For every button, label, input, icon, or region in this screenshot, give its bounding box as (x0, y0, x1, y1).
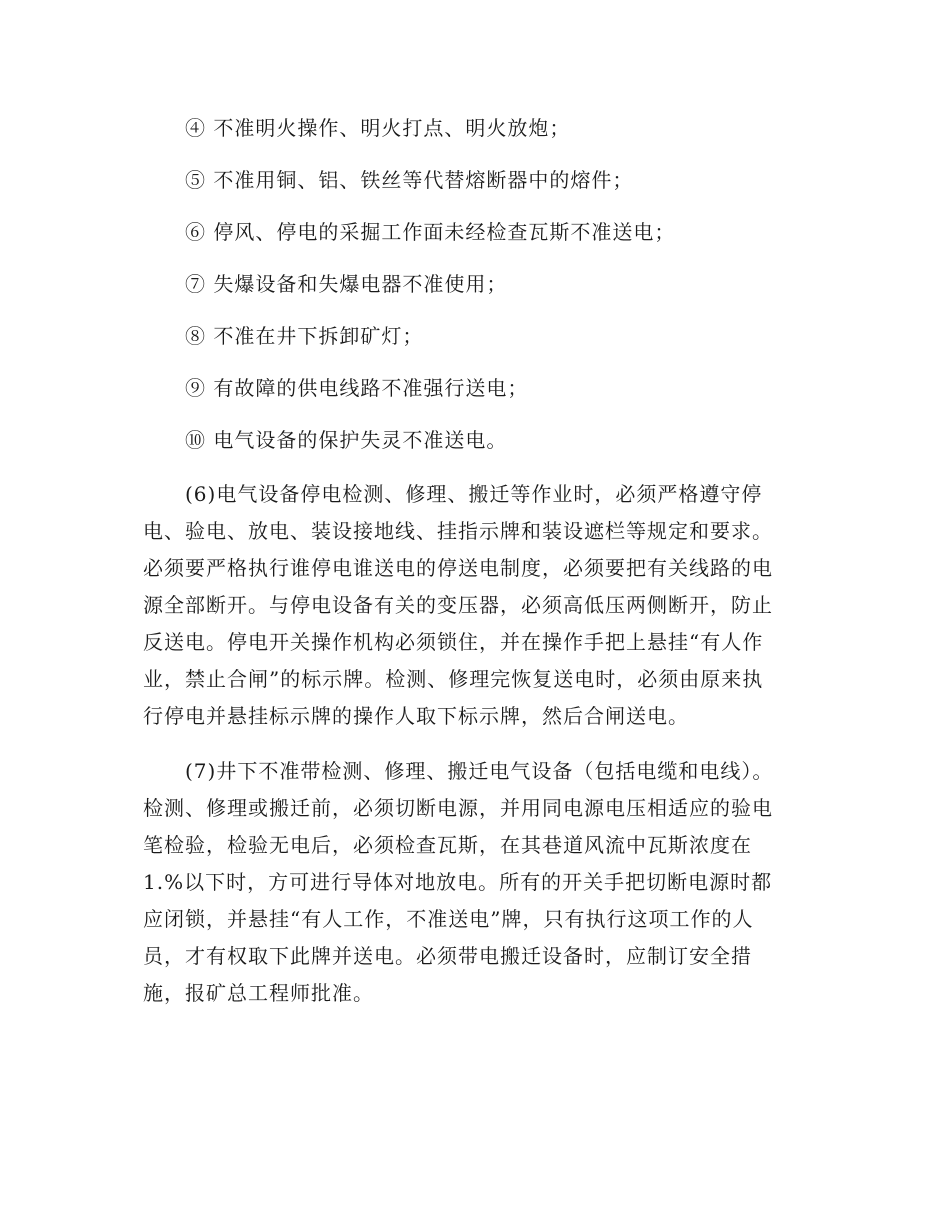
paragraph-7-line: 检测、修理或搬迁前，必须切断电源，并用同电源电压相适应的验电 (143, 796, 773, 820)
paragraph-6 (143, 476, 803, 735)
paragraph-6-line: 必须要严格执行谁停电谁送电的停送电制度，必须要把有关线路的电 (143, 556, 773, 580)
paragraph-7-line: 笔检验，检验无电后，必须检查瓦斯，在其巷道风流中瓦斯浓度在 (143, 833, 752, 857)
rule-item-5: ⑤ 不准用铜、铝、铁丝等代替熔断器中的熔件； (185, 168, 634, 192)
paragraph-7-line: 员，才有权取下此牌并送电。必须带电搬迁设备时，应制订安全措 (143, 944, 752, 968)
paragraph-6-line: (6)电气设备停电检测、修理、搬迁等作业时，必须严格遵守停 (185, 482, 763, 506)
paragraph-6-line: 业，禁止合闸”的标示牌。检测、修理完恢复送电时，必须由原来执 (143, 667, 764, 691)
rule-item-4: ④ 不准明火操作、明火打点、明火放炮； (185, 116, 571, 140)
paragraph-6-line: 源全部断开。与停电设备有关的变压器，必须高低压两侧断开，防止 (143, 593, 773, 617)
paragraph-7-line: (7)井下不准带检测、修理、搬迁电气设备（包括电缆和电线）。 (185, 759, 774, 783)
paragraph-7-line: 1.%以下时，方可进行导体对地放电。所有的开关手把切断电源时都 (143, 870, 773, 894)
rule-item-6: ⑥ 停风、停电的采掘工作面未经检查瓦斯不准送电； (185, 220, 676, 244)
rule-item-10: ⑩ 电气设备的保护失灵不准送电。 (185, 428, 508, 452)
paragraph-6-line: 行停电并悬挂标示牌的操作人取下标示牌，然后合闸送电。 (143, 704, 689, 728)
paragraph-6-line: 电、验电、放电、装设接地线、挂指示牌和装设遮栏等规定和要求。 (143, 519, 773, 543)
paragraph-6-line: 反送电。停电开关操作机构必须锁住，并在操作手把上悬挂“有人作 (143, 630, 764, 654)
paragraph-7 (143, 753, 803, 1012)
rule-item-8: ⑧ 不准在井下拆卸矿灯； (185, 324, 424, 348)
paragraph-7-line: 应闭锁，并悬挂“有人工作，不准送电”牌，只有执行这项工作的人 (143, 907, 754, 931)
rule-item-7: ⑦ 失爆设备和失爆电器不准使用； (185, 272, 508, 296)
paragraph-7-line: 施，报矿总工程师批准。 (143, 981, 374, 1005)
rule-item-9: ⑨ 有故障的供电线路不准强行送电； (185, 376, 529, 400)
